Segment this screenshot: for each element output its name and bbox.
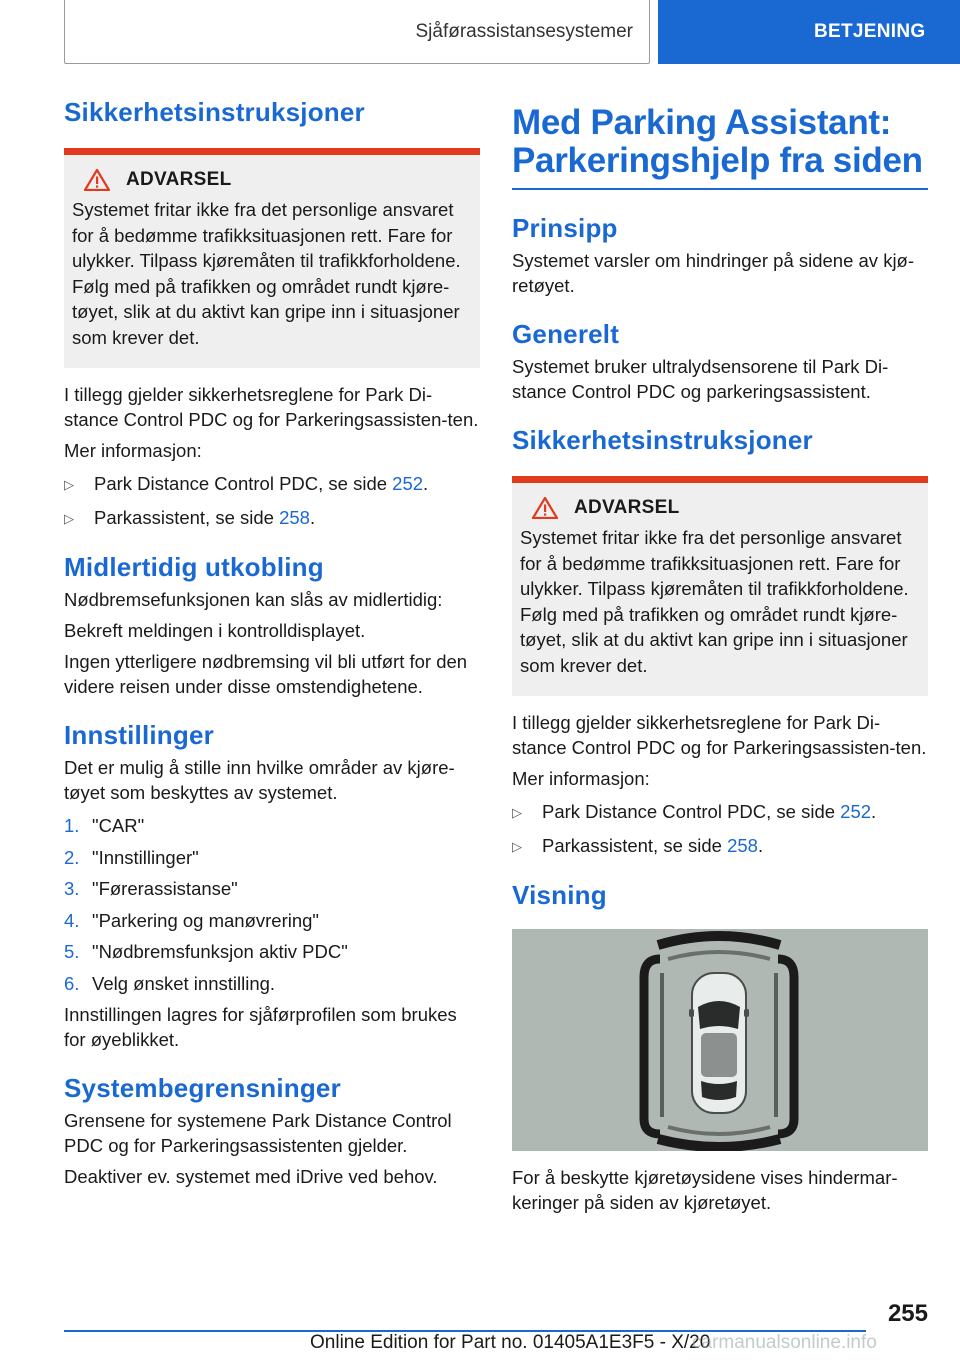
bullet-end: . bbox=[309, 507, 316, 528]
step-number: 2. bbox=[64, 846, 80, 868]
bullet-end: . bbox=[757, 835, 764, 856]
step-number: 4. bbox=[64, 909, 80, 931]
right-warning-title-row bbox=[520, 497, 920, 519]
step-text: "Nødbremsfunksjon aktiv PDC" bbox=[92, 941, 348, 962]
right-bullet-list bbox=[512, 799, 928, 859]
footer-edition: Online Edition for Part no. 01405A1E3F5 - X/20 bbox=[310, 1332, 711, 1353]
general-heading: Generelt bbox=[512, 319, 620, 349]
page-link-258[interactable]: 258 bbox=[727, 835, 758, 856]
settings-steps-list bbox=[64, 813, 480, 996]
bullet-text: Parkassistent, se side bbox=[94, 507, 280, 528]
temp-paragraph-1: Nødbremsefunksjonen kan slås av midlertidig: bbox=[64, 589, 443, 610]
list-item bbox=[64, 908, 480, 933]
step-number: 5. bbox=[64, 941, 80, 962]
page-link-252[interactable]: 252 bbox=[392, 473, 424, 494]
car-top-view-icon bbox=[512, 929, 928, 1151]
bullet-end: . bbox=[871, 801, 877, 822]
settings-paragraph-2: Innstillingen lagres for sjåførprofilen som brukes for øyeblikket. bbox=[64, 1003, 457, 1050]
right-safety-paragraph: I tillegg gjelder sikkerhetsreglene for Park Di-stance Control PDC og for Parkeringsassisten-ten. bbox=[512, 712, 927, 758]
page-title: Med Parking Assistant: Parkeringshjelp fra siden bbox=[512, 103, 923, 180]
page-link-258[interactable]: 258 bbox=[279, 507, 310, 528]
right-more-info: Mer informasjon: bbox=[512, 768, 650, 789]
step-number: 3. bbox=[64, 878, 80, 899]
limits-heading: Systembegrensninger bbox=[64, 1072, 341, 1103]
right-safety-heading: Sikkerhetsinstruksjoner bbox=[512, 425, 813, 455]
bullet-end: . bbox=[423, 473, 429, 494]
list-item bbox=[64, 939, 480, 964]
left-more-info: Mer informasjon: bbox=[64, 440, 202, 461]
general-paragraph: Systemet bruker ultralydsensorene til Park Di-stance Control PDC og parkeringsassistent. bbox=[512, 356, 889, 402]
list-item bbox=[64, 845, 480, 870]
right-warning-title: ADVARSEL bbox=[574, 497, 680, 518]
list-item bbox=[512, 799, 928, 825]
warning-triangle-icon bbox=[84, 169, 110, 191]
right-column bbox=[512, 104, 928, 1215]
left-safety-heading: Sikkerhetsinstruksjoner bbox=[64, 97, 365, 127]
list-item bbox=[64, 471, 480, 497]
bullet-text: Parkassistent, se side bbox=[542, 835, 728, 856]
step-text: "Innstillinger" bbox=[92, 846, 199, 868]
step-text: "Førerassistanse" bbox=[92, 878, 238, 899]
limits-paragraph-1: Grensene for systemene Park Distance Control PDC og for Parkeringsassistenten gjelder. bbox=[64, 1109, 452, 1156]
step-number: 1. bbox=[64, 815, 80, 836]
temp-paragraph-2: Bekreft meldingen i kontrolldisplayet. bbox=[64, 620, 366, 641]
page-number: 255 bbox=[887, 1300, 928, 1327]
left-warning-box bbox=[64, 148, 480, 368]
left-bullet-list bbox=[64, 471, 480, 531]
display-heading: Visning bbox=[512, 880, 607, 910]
bullet-text: Park Distance Control PDC, se side bbox=[542, 801, 841, 822]
limits-paragraph-2: Deaktiver ev. systemet med iDrive ved behov. bbox=[64, 1165, 438, 1187]
list-item bbox=[64, 813, 480, 838]
title-divider bbox=[512, 188, 928, 190]
settings-paragraph-1: Det er mulig å stille inn hvilke områder av kjøre-tøyet som beskyttes av systemet. bbox=[64, 757, 455, 803]
left-safety-paragraph: I tillegg gjelder sikkerhetsreglene for Park Di-stance Control PDC og for Parkeringsassisten-ten. bbox=[64, 384, 479, 430]
display-caption: For å beskytte kjøretøysidene vises hindermar-keringer på siden av kjøretøyet. bbox=[512, 1167, 898, 1213]
step-number: 6. bbox=[64, 972, 80, 994]
triangle-bullet-icon: ▷ bbox=[64, 511, 74, 526]
temp-paragraph-3: Ingen ytterligere nødbremsing vil bli utført for den videre reisen under disse omstendighetene. bbox=[64, 651, 468, 697]
step-text: "CAR" bbox=[92, 815, 145, 836]
right-warning-text: Systemet fritar ikke fra det personlige ansvaret for å bedømme trafikksituasjonen rett. Fare for ulykker. Tilpass kjøremåten til trafikkforholdene. Følg med på trafikken og området rundt kjøre-tøyet, slik at du aktivt kan gripe inn i situasjoner som krever det. bbox=[520, 527, 909, 676]
step-text: Velg ønsket innstilling. bbox=[92, 972, 276, 994]
list-item bbox=[64, 876, 480, 901]
header-chapter-tab bbox=[658, 0, 960, 64]
left-warning-title-row bbox=[72, 169, 472, 191]
list-item bbox=[64, 971, 480, 996]
list-item bbox=[64, 505, 480, 531]
warning-triangle-icon bbox=[532, 497, 558, 519]
temp-disable-heading: Midlertidig utkobling bbox=[64, 552, 324, 582]
left-warning-title: ADVARSEL bbox=[126, 169, 232, 190]
step-text: "Parkering og manøvrering" bbox=[92, 909, 320, 931]
triangle-bullet-icon: ▷ bbox=[512, 805, 522, 820]
triangle-bullet-icon: ▷ bbox=[64, 477, 74, 492]
list-item bbox=[512, 833, 928, 859]
header-chapter-title: BETJENING bbox=[814, 21, 926, 42]
parking-display-illustration bbox=[512, 929, 928, 1151]
principle-heading: Prinsipp bbox=[512, 213, 618, 243]
settings-heading: Innstillinger bbox=[64, 720, 214, 750]
header-section-title: Sjåførassistansesystemer bbox=[415, 20, 633, 42]
right-warning-box bbox=[512, 476, 928, 696]
left-warning-text: Systemet fritar ikke fra det personlige ansvaret for å bedømme trafikksituasjonen rett. Fare for ulykker. Tilpass kjøremåten til trafikkforholdene. Følg med på trafikken og området rundt kjøre-tøyet, slik at du aktivt kan gripe inn i situasjoner som krever det. bbox=[72, 199, 461, 348]
triangle-bullet-icon: ▷ bbox=[512, 839, 522, 854]
footer-watermark: carmanualsonline.info bbox=[692, 1332, 877, 1353]
principle-paragraph: Systemet varsler om hindringer på sidene av kjø-retøyet. bbox=[512, 250, 915, 296]
left-column bbox=[64, 96, 480, 1189]
page-link-252[interactable]: 252 bbox=[840, 801, 872, 822]
header-section-tab bbox=[64, 0, 650, 64]
bullet-text: Park Distance Control PDC, se side bbox=[94, 473, 393, 494]
